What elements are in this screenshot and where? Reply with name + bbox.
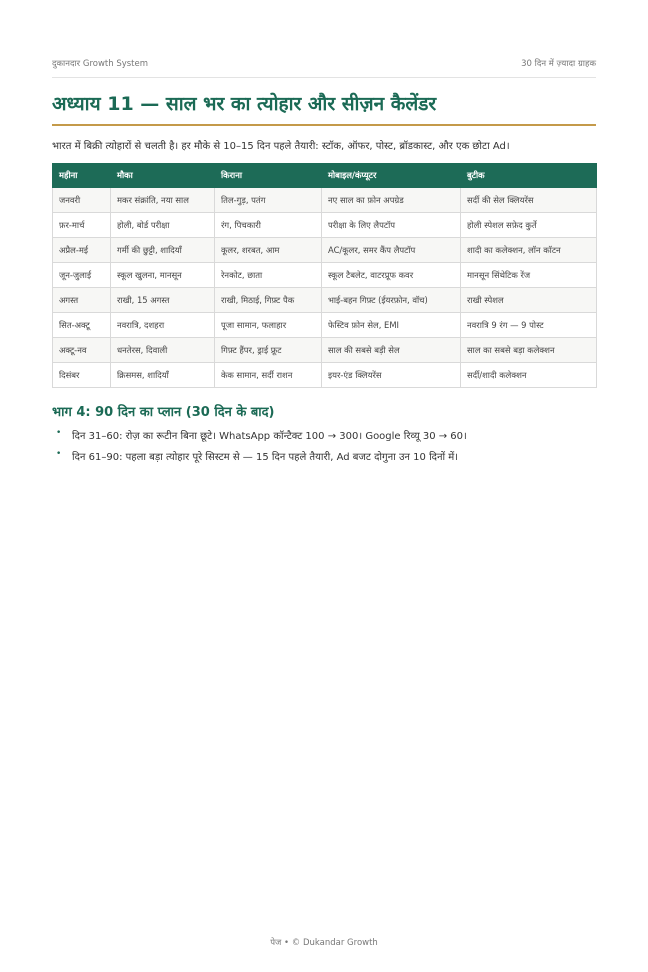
table-cell: नवरात्रि 9 रंग — 9 पोस्ट	[461, 313, 597, 338]
table-cell: कूलर, शरबत, आम	[215, 238, 322, 263]
table-cell: स्कूल टैबलेट, वाटरप्रूफ कवर	[322, 263, 461, 288]
table-cell: केक सामान, सर्दी राशन	[215, 363, 322, 388]
table-cell: राखी, 15 अगस्त	[111, 288, 215, 313]
table-cell: सर्दी/शादी कलेक्शन	[461, 363, 597, 388]
table-cell: गर्मी की छुट्टी, शादियाँ	[111, 238, 215, 263]
chapter-title: अध्याय 11 — साल भर का त्योहार और सीज़न कैलेंडर	[52, 90, 596, 126]
table-cell: परीक्षा के लिए लैपटॉप	[322, 213, 461, 238]
table-row	[53, 338, 597, 363]
table-cell: भाई-बहन गिफ़्ट (ईयरफ़ोन, वॉच)	[322, 288, 461, 313]
table-cell: पूजा सामान, फलाहार	[215, 313, 322, 338]
festival-calendar-table	[52, 163, 597, 388]
table-cell: मकर संक्रांति, नया साल	[111, 188, 215, 213]
table-cell: साल की सबसे बड़ी सेल	[322, 338, 461, 363]
table-row	[53, 263, 597, 288]
table-cell: अक्टू-नव	[53, 338, 111, 363]
table-cell: राखी स्पेशल	[461, 288, 597, 313]
table-row	[53, 238, 597, 263]
table-cell: मानसून सिंथेटिक रेंज	[461, 263, 597, 288]
table-header-row	[53, 164, 597, 188]
table-cell: स्कूल खुलना, मानसून	[111, 263, 215, 288]
table-cell: क्रिसमस, शादियाँ	[111, 363, 215, 388]
table-cell: इयर-एंड क्लियरेंस	[322, 363, 461, 388]
table-row	[53, 188, 597, 213]
table-row	[53, 313, 597, 338]
plan-list	[52, 428, 596, 470]
table-cell: रंग, पिचकारी	[215, 213, 322, 238]
header-tagline: 30 दिन में ज़्यादा ग्राहक	[521, 59, 596, 69]
table-cell: तिल-गुड़, पतंग	[215, 188, 322, 213]
table-cell: अप्रैल-मई	[53, 238, 111, 263]
table-row	[53, 288, 597, 313]
list-item	[52, 449, 596, 470]
table-cell: जून-जुलाई	[53, 263, 111, 288]
section-heading: भाग 4: 90 दिन का प्लान (30 दिन के बाद)	[52, 405, 275, 420]
table-cell: फ़र-मार्च	[53, 213, 111, 238]
table-cell: दिसंबर	[53, 363, 111, 388]
header-book-title: दुकानदार Growth System	[52, 59, 149, 69]
bullet-icon: •	[56, 449, 62, 459]
table-cell: नए साल का फ़ोन अपग्रेड	[322, 188, 461, 213]
table-cell: होली स्पेशल सफ़ेद कुर्ते	[461, 213, 597, 238]
table-cell: फेस्टिव फ़ोन सेल, EMI	[322, 313, 461, 338]
column-header-mobile: मोबाइल/कंप्यूटर	[322, 164, 461, 188]
list-item-text: दिन 61–90: पहला बड़ा त्योहार पूरे सिस्टम से — 15 दिन पहले तैयारी, Ad बजट दोगुना उन 10 दिनों में।	[72, 452, 459, 463]
bullet-icon: •	[56, 428, 62, 438]
column-header-month: महीना	[53, 164, 111, 188]
column-header-occasion: मौका	[111, 164, 215, 188]
table-cell: साल का सबसे बड़ा कलेक्शन	[461, 338, 597, 363]
table-cell: धनतेरस, दिवाली	[111, 338, 215, 363]
table-cell: जनवरी	[53, 188, 111, 213]
table-row	[53, 363, 597, 388]
page-footer: पेज • © Dukandar Growth	[270, 938, 378, 948]
table-cell: गिफ़्ट हैंपर, ड्राई फ्रूट	[215, 338, 322, 363]
table-cell: सित-अक्टू	[53, 313, 111, 338]
table-cell: राखी, मिठाई, गिफ़्ट पैक	[215, 288, 322, 313]
table-cell: AC/कूलर, समर कैंप लैपटॉप	[322, 238, 461, 263]
table-cell: सर्दी की सेल क्लियरेंस	[461, 188, 597, 213]
table-cell: होली, बोर्ड परीक्षा	[111, 213, 215, 238]
table-cell: अगस्त	[53, 288, 111, 313]
list-item-text: दिन 31–60: रोज़ का रूटीन बिना छूटे। WhatsApp कॉन्टैक्ट 100 → 300। Google रिव्यू 30 → 60।	[72, 431, 467, 442]
column-header-kirana: किराना	[215, 164, 322, 188]
table-cell: नवरात्रि, दशहरा	[111, 313, 215, 338]
table-cell: रेनकोट, छाता	[215, 263, 322, 288]
table-cell: शादी का कलेक्शन, लॉन कॉटन	[461, 238, 597, 263]
list-item	[52, 428, 596, 449]
column-header-boutique: बुटीक	[461, 164, 597, 188]
intro-paragraph: भारत में बिक्री त्योहारों से चलती है। हर मौके से 10–15 दिन पहले तैयारी: स्टॉक, ऑफर, पोस्ट, ब्रॉडकास्ट, और एक छोटा Ad।	[52, 141, 510, 152]
table-row	[53, 213, 597, 238]
running-header	[52, 58, 596, 78]
